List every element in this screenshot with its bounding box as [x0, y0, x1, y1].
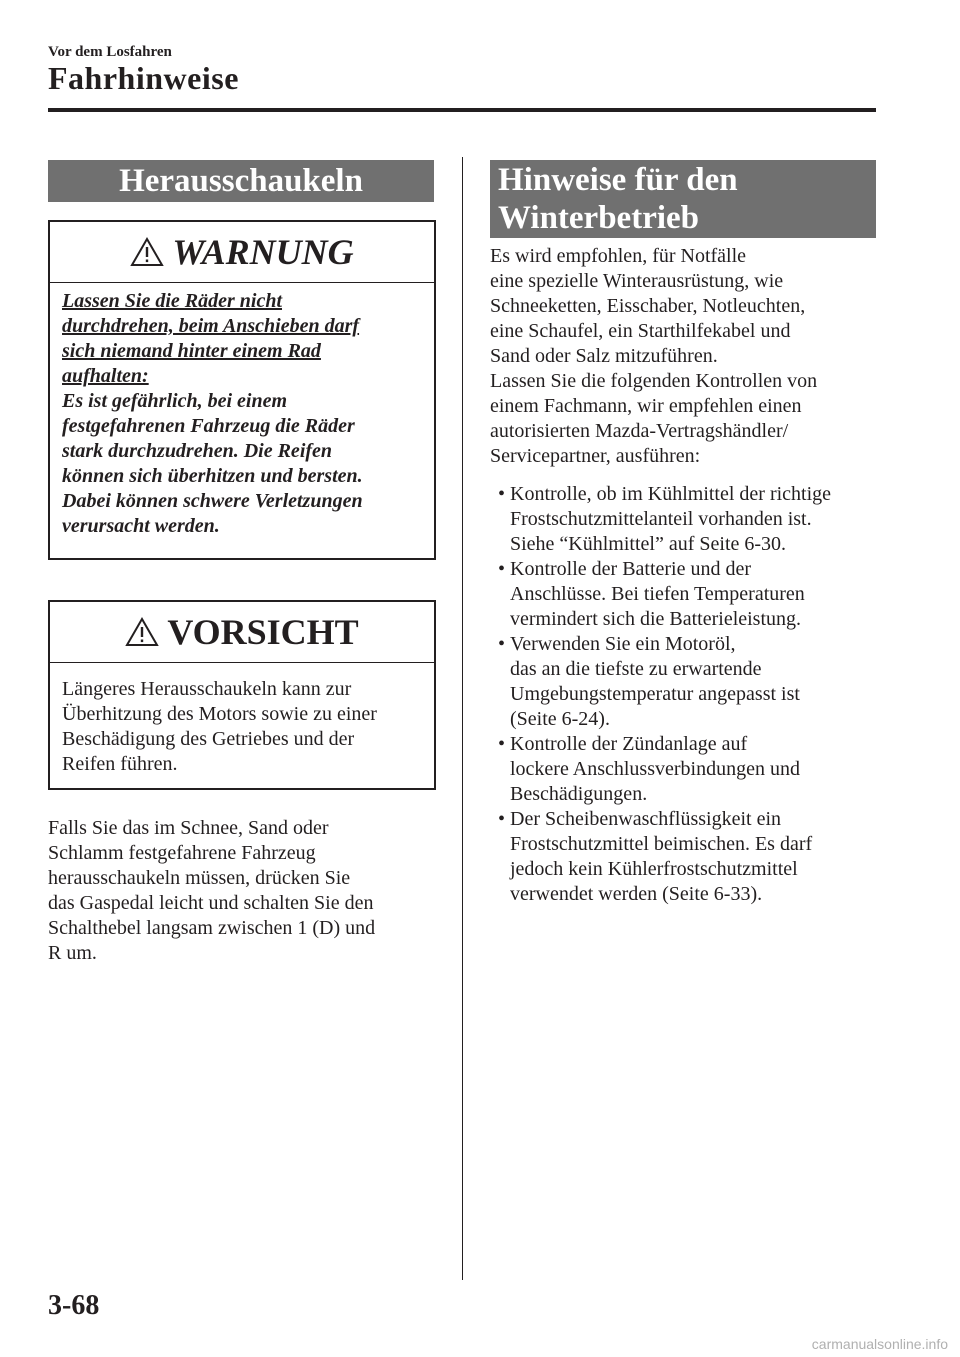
caution-line: Überhitzung des Motors sowie zu einer — [62, 703, 377, 725]
caution-line: Reifen führen. — [62, 753, 178, 775]
list-item-line: Beschädigungen. — [510, 783, 648, 805]
paragraph-line: herausschaukeln müssen, drücken Sie — [48, 867, 351, 889]
herausschaukeln-banner: Herausschaukeln — [48, 160, 434, 202]
list-item-line: lockere Anschlussverbindungen und — [510, 758, 800, 780]
intro-line: eine spezielle Winterausrüstung, wie — [490, 270, 784, 292]
warning-title: WARNUNG — [172, 232, 354, 272]
list-item — [490, 632, 880, 732]
list-item-line: Kontrolle der Zündanlage auf — [510, 733, 748, 755]
caution-header — [50, 602, 434, 663]
intro-line: autorisierten Mazda-Vertragshändler/ — [490, 420, 789, 442]
list-item-line: verwendet werden (Seite 6-33). — [510, 883, 763, 905]
list-item — [490, 482, 880, 557]
list-item-line: Kontrolle der Batterie und der — [510, 558, 752, 580]
winter-intro — [490, 244, 880, 469]
bullet-dot: • — [498, 483, 506, 505]
rocking-instructions — [48, 816, 438, 966]
intro-line: Sand oder Salz mitzuführen. — [490, 345, 718, 367]
caution-line: Längeres Herausschaukeln kann zur — [62, 678, 352, 700]
paragraph-line: Falls Sie das im Schnee, Sand oder — [48, 817, 329, 839]
warning-body — [50, 283, 434, 539]
bullet-dot: • — [498, 808, 506, 830]
warning-line: sich niemand hinter einem Rad — [62, 340, 321, 362]
winterbetrieb-banner — [490, 160, 876, 238]
warning-line: Lassen Sie die Räder nicht — [62, 290, 283, 312]
intro-line: Lassen Sie die folgenden Kontrollen von — [490, 370, 818, 392]
page-number: 3-68 — [48, 1290, 100, 1321]
winter-checklist — [490, 482, 880, 907]
list-item-line: Siehe “Kühlmittel” auf Seite 6-30. — [510, 533, 787, 555]
list-item — [490, 557, 880, 632]
caution-triangle-icon — [125, 617, 159, 647]
watermark: carmanualsonline.info — [811, 1336, 948, 1352]
list-item-line: Umgebungstemperatur angepasst ist — [510, 683, 800, 705]
list-item-line: das an die tiefste zu erwartende — [510, 658, 762, 680]
caution-line: Beschädigung des Getriebes und der — [62, 728, 355, 750]
list-item-line: Der Scheibenwaschflüssigkeit ein — [510, 808, 782, 830]
warning-triangle-icon — [130, 237, 164, 267]
column-divider — [462, 157, 463, 1280]
list-item — [490, 732, 880, 807]
bullet-dot: • — [498, 633, 506, 655]
paragraph-line: Schlamm festgefahrene Fahrzeug — [48, 842, 316, 864]
bullet-dot: • — [498, 733, 506, 755]
warning-box — [48, 220, 436, 560]
banner-line: Winterbetrieb — [498, 200, 700, 236]
warning-line: Es ist gefährlich, bei einem — [62, 390, 287, 412]
list-item-line: Verwenden Sie ein Motoröl, — [510, 633, 736, 655]
warning-line: können sich überhitzen und bersten. — [62, 465, 363, 487]
warning-line: festgefahrenen Fahrzeug die Räder — [62, 415, 355, 437]
list-item-line: Frostschutzmittel beimischen. Es darf — [510, 833, 813, 855]
list-item-line: (Seite 6-24). — [510, 708, 610, 730]
warning-line: Dabei können schwere Verletzungen — [62, 490, 363, 512]
warning-header — [50, 222, 434, 283]
caution-box — [48, 600, 436, 790]
list-item-line: jedoch kein Kühlerfrostschutzmittel — [510, 858, 798, 880]
list-item-line: Kontrolle, ob im Kühlmittel der richtige — [510, 483, 832, 505]
list-item-line: Frostschutzmittelanteil vorhanden ist. — [510, 508, 812, 530]
intro-line: Schneeketten, Eisschaber, Notleuchten, — [490, 295, 806, 317]
header-rule — [48, 108, 876, 112]
warning-line: aufhalten: — [62, 365, 149, 387]
intro-line: eine Schaufel, ein Starthilfekabel und — [490, 320, 791, 342]
banner-line: Hinweise für den — [498, 162, 738, 198]
intro-line: Es wird empfohlen, für Notfälle — [490, 245, 747, 267]
warning-line: verursacht werden. — [62, 515, 220, 537]
chapter-title: Fahrhinweise — [48, 60, 239, 96]
paragraph-line: R um. — [48, 942, 97, 964]
paragraph-line: das Gaspedal leicht und schalten Sie den — [48, 892, 374, 914]
bullet-dot: • — [498, 558, 506, 580]
caution-title: VORSICHT — [167, 612, 359, 652]
list-item — [490, 807, 880, 907]
list-item-line: Anschlüsse. Bei tiefen Temperaturen — [510, 583, 805, 605]
warning-line: stark durchzudrehen. Die Reifen — [62, 440, 333, 462]
caution-body — [50, 663, 434, 777]
intro-line: Servicepartner, ausführen: — [490, 445, 701, 467]
warning-line: durchdrehen, beim Anschieben darf — [62, 315, 360, 337]
section-label: Vor dem Losfahren — [48, 44, 172, 60]
intro-line: einem Fachmann, wir empfehlen einen — [490, 395, 802, 417]
list-item-line: vermindert sich die Batterieleistung. — [510, 608, 802, 630]
paragraph-line: Schalthebel langsam zwischen 1 (D) und — [48, 917, 376, 939]
